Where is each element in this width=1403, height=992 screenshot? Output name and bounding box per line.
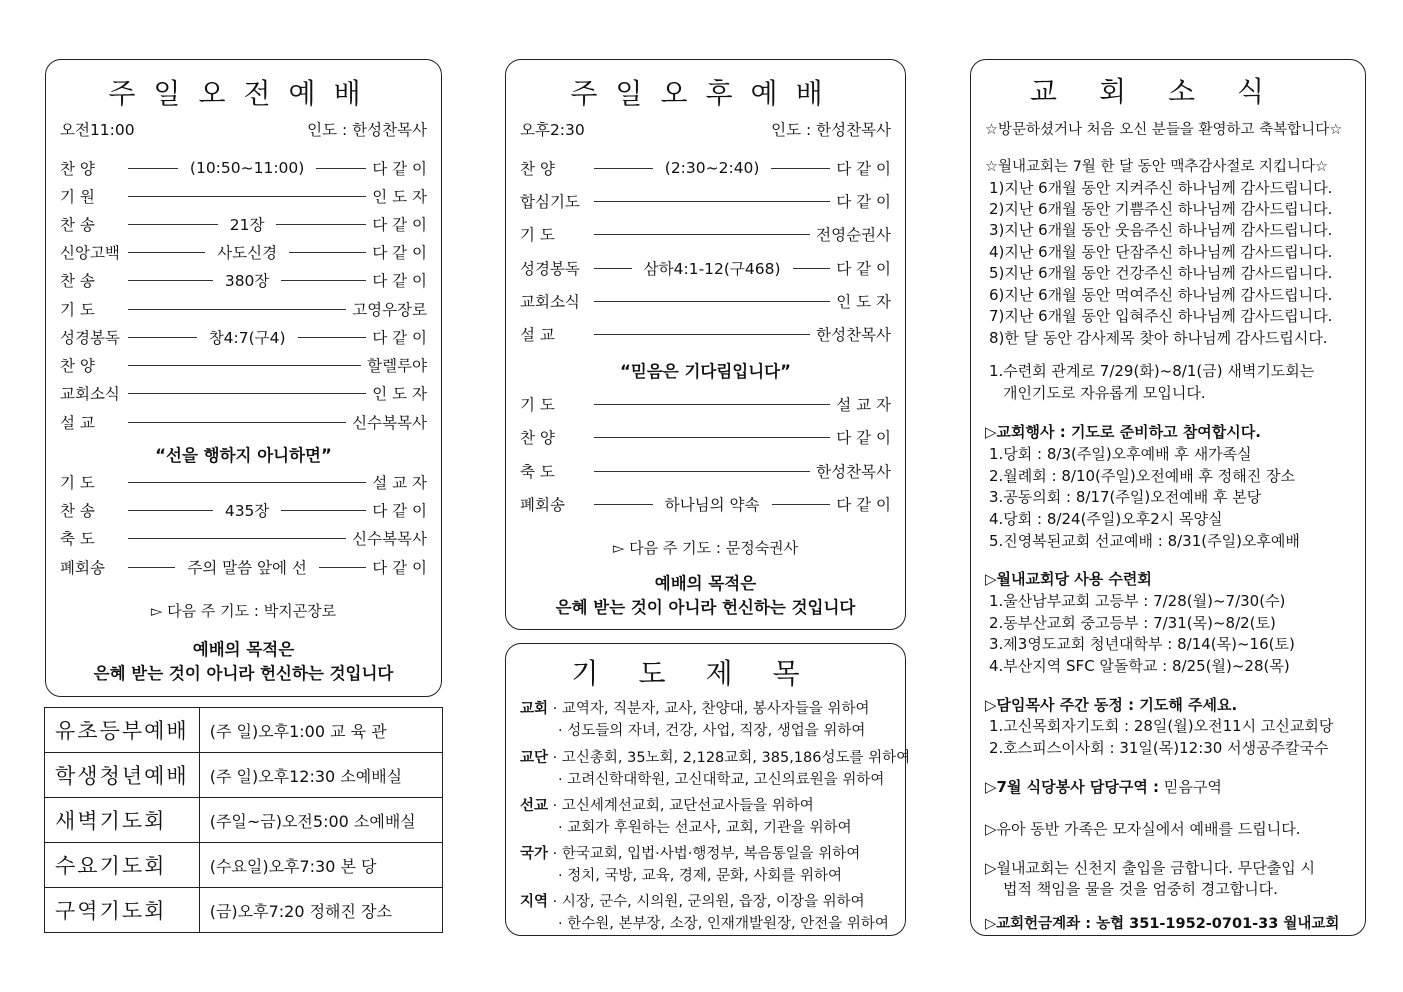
prayer-group: 지역 · 시장, 군수, 시의원, 군의원, 읍장, 이장을 위하여 [520,894,865,910]
news-thanks-item: 8)한 달 동안 감사제목 찾아 하나님께 감사드립시다. [989,329,1328,347]
pm-title: 주일오후예배 [570,77,841,110]
prayer-group: 교회 · 교역자, 직분자, 교사, 찬양대, 봉사자들을 위하여 [520,701,870,717]
news-event: 3.공동의회 : 8/17(주일)오전예배 후 본당 [989,488,1262,506]
prayer-title: 기도제목 [571,657,840,690]
prayer-group: 선교 · 고신세계선교회, 교단선교사들을 위하여 [520,798,814,814]
pm-next-prayer: ▻ 다음 주 기도 : 문정숙권사 [612,539,799,557]
am-purpose-2: 은혜 받는 것이 아니라 헌신하는 것입니다 [93,664,394,683]
news-thanks-item: 4)지난 6개월 동안 단잠주신 하나님께 감사드립니다. [989,243,1333,261]
am-item: 교회소식 인 도 자 [60,385,427,403]
schedule-row: 새벽기도회 (주일~금)오전5:00 소예배실 [45,798,443,843]
am-next-prayer: ▻ 다음 주 기도 : 박지곤장로 [150,602,337,620]
news-box [970,59,1366,936]
prayer-line: · 한수원, 본부장, 소장, 인재개발원장, 안전을 위하여 [558,916,889,932]
pm-item: 폐회송 하나님의 약속 다 같 이 [520,496,892,514]
am-item: 설 교 신수복목사 [60,414,427,432]
news-thanks-item: 7)지난 6개월 동안 입혀주신 하나님께 감사드립니다. [989,307,1333,325]
pm-item: 기 도 설 교 자 [520,396,891,414]
news-account: ▷교회헌금계좌 : 농협 351-1952-0701-33 월내교회 [985,916,1340,932]
news-retreat-1: 1.수련회 관계로 7/29(화)~8/1(금) 새벽기도회는 [989,362,1315,380]
prayer-box [505,643,911,936]
am-item: 찬 송 21장 다 같 이 [60,216,428,234]
schedule-row: 수요기도회 (수요일)오후7:30 본 당 [45,843,443,888]
pm-item: 교회소식 인 도 자 [520,293,891,311]
news-pastor: 2.호스피스이사회 : 31일(목)12:30 서생공주칼국수 [989,739,1329,757]
pm-purpose-1: 예배의 목적은 [654,574,757,593]
pm-purpose-2: 은혜 받는 것이 아니라 헌신하는 것입니다 [555,598,856,617]
schedule-row: 학생청년예배 (주 일)오후12:30 소예배실 [45,753,443,798]
news-camp: 4.부산지역 SFC 알돌학교 : 8/25(월)~28(목) [989,657,1290,675]
pm-leader: 인도 : 한성찬목사 [771,121,891,139]
news-meal: ▷7월 식당봉사 담당구역 : 믿음구역 [985,778,1222,796]
am-item: 기 원 인 도 자 [60,188,427,206]
news-thanks-item: 6)지난 6개월 동안 먹여주신 하나님께 감사드립니다. [989,286,1333,304]
news-events-head: ▷교회행사 : 기도로 준비하고 참여합시다. [985,423,1261,441]
news-camp: 1.울산남부교회 고등부 : 7/28(월)~7/30(수) [989,592,1286,610]
news-camp-head: ▷월내교회당 사용 수련회 [985,570,1152,588]
pm-item: 합심기도 다 같 이 [520,193,891,211]
news-welcome: ☆방문하셨거나 처음 오신 분들을 환영하고 축복합니다☆ [985,122,1343,138]
pm-item: 찬 양 (2:30~2:40) 다 같 이 [520,159,892,178]
news-camp: 3.제3영도교회 청년대학부 : 8/14(목)~16(토) [989,635,1295,653]
prayer-line: · 정치, 국방, 교육, 경제, 문화, 사회를 위하여 [558,868,843,884]
pm-time: 오후2:30 [520,121,585,139]
am-item: 찬 양 (10:50~11:00) 다 같 이 [60,159,428,178]
am-item: 찬 송 435장 다 같 이 [60,502,427,520]
news-event: 4.당회 : 8/24(주일)오후2시 목양실 [989,510,1223,528]
news-thanks-item: 1)지난 6개월 동안 지켜주신 하나님께 감사드립니다. [989,179,1333,197]
news-pastor: 1.고신목회자기도회 : 28일(월)오전11시 고신교회당 [989,717,1334,735]
am-purpose-1: 예배의 목적은 [192,640,295,659]
am-item: 기 도 고영우장로 [60,301,427,319]
am-item: 성경봉독 창4:7(구4) 다 같 이 [60,329,428,347]
am-item: 찬 양 할렐루야 [60,357,427,375]
pm-item: 기 도 전영순권사 [520,226,891,244]
news-event: 2.월례회 : 8/10(주일)오전예배 후 정해진 장소 [989,467,1295,485]
prayer-group: 국가 · 한국교회, 입법·사법·행정부, 복음통일을 위하여 [520,846,861,862]
pm-sermon-title: “믿음은 기다림입니다” [620,362,791,381]
pm-header-row [520,118,891,140]
news-retreat-2: 개인기도로 자유롭게 모입니다. [1003,384,1206,402]
news-pastor-head: ▷담임목사 주간 동정 : 기도해 주세요. [985,696,1238,714]
news-title: 교회소식 [1029,75,1307,108]
am-leader: 인도 : 한성찬목사 [307,121,427,139]
news-thanks-item: 3)지난 6개월 동안 웃음주신 하나님께 감사드립니다. [989,221,1333,239]
pm-service-box [505,59,906,630]
news-thanks-head: ☆월내교회는 7월 한 달 동안 맥추감사절로 지킵니다☆ [985,159,1329,175]
news-event: 1.당회 : 8/3(주일)오후예배 후 새가족실 [989,445,1252,463]
am-service-box [45,59,442,697]
news-event: 5.진영복된교회 선교예배 : 8/31(주일)오후예배 [989,532,1300,550]
schedule-row: 유초등부예배 (주 일)오후1:00 교 육 관 [45,708,443,753]
pm-item: 찬 양 다 같 이 [520,429,891,447]
pm-item: 설 교 한성찬목사 [520,326,891,344]
news-cult-1: ▷월내교회는 신천지 출입을 금합니다. 무단출입 시 [985,859,1315,877]
am-item: 찬 송 380장 다 같 이 [60,272,427,290]
news-camp: 2.동부산교회 중고등부 : 7/31(목)~8/2(토) [989,614,1276,632]
am-item: 폐회송 주의 말씀 앞에 선 다 같 이 [60,559,427,577]
prayer-line: · 성도들의 자녀, 건강, 사업, 직장, 생업을 위하여 [558,723,866,739]
am-item: 기 도 설 교 자 [60,474,427,492]
news-cult-2: 법적 책임을 물을 것을 엄중히 경고합니다. [1003,880,1278,898]
am-time: 오전11:00 [60,121,135,139]
schedule-row: 구역기도회 (금)오후7:20 정해진 장소 [45,888,443,933]
prayer-line: · 교회가 후원하는 선교사, 교회, 기관을 위하여 [558,820,852,836]
pm-item: 성경봉독 삼하4:1-12(구468) 다 같 이 [520,260,891,278]
schedule-table [44,707,443,933]
am-header-row [60,118,427,140]
news-thanks-item: 5)지난 6개월 동안 건강주신 하나님께 감사드립니다. [989,264,1333,282]
am-item: 신앙고백 사도신경 다 같 이 [60,244,427,262]
am-sermon-title: “선을 행하지 아니하면” [155,446,332,465]
am-title: 주일오전예배 [108,77,379,110]
pm-item: 축 도 한성찬목사 [520,463,891,481]
news-thanks-item: 2)지난 6개월 동안 기쁨주신 하나님께 감사드립니다. [989,200,1333,218]
news-infant: ▷유아 동반 가족은 모자실에서 예배를 드립니다. [985,820,1301,838]
prayer-line: · 고려신학대학원, 고신대학교, 고신의료원을 위하여 [558,772,885,788]
prayer-group: 교단 · 고신총회, 35노회, 2,128교회, 385,186성도를 위하여 [520,750,911,766]
am-item: 축 도 신수복목사 [60,530,427,548]
